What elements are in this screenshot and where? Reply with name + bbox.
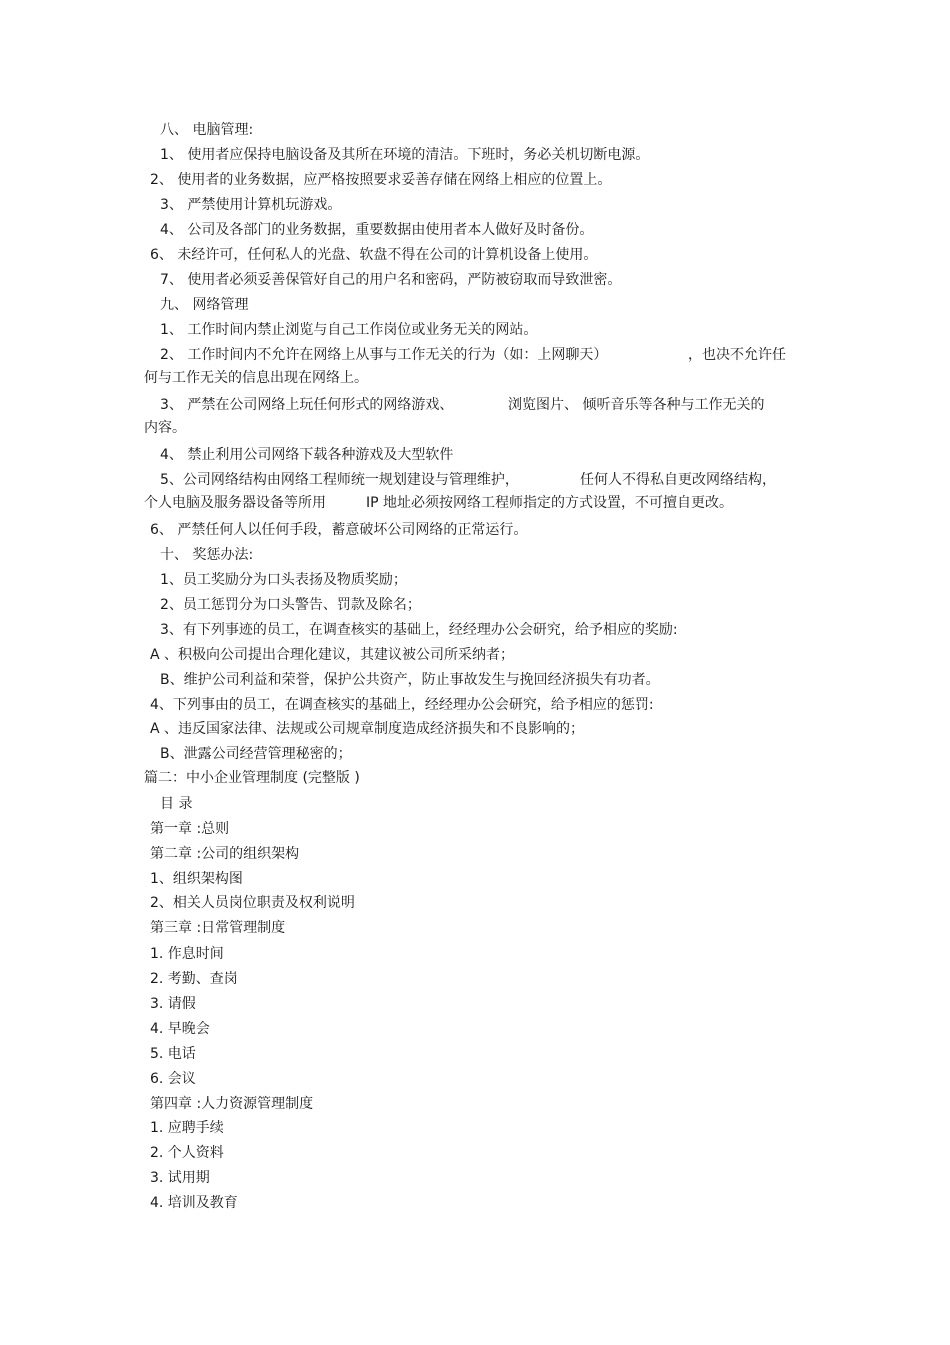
sec10-item-3a: A 、积极向公司提出合理化建议，其建议被公司所采纳者；	[150, 647, 515, 663]
section-8-heading: 八、 电脑管理:	[160, 122, 254, 138]
sec8-item-6: 6、 未经许可，任何私人的光盘、软盘不得在公司的计算机设备上使用。	[150, 247, 598, 263]
toc-entry-3: 1、组织架构图	[150, 871, 243, 887]
sec8-item-7: 7、 使用者必须妥善保管好自己的用户名和密码，严防被窃取而导致泄密。	[160, 272, 622, 288]
sec9-item-6: 6、 严禁任何人以任何手段，蓄意破坏公司网络的正常运行。	[150, 522, 528, 538]
toc-entry-10: 5. 电话	[150, 1046, 196, 1062]
toc-entry-14: 2. 个人资料	[150, 1145, 224, 1161]
part-2-title: 篇二：中小企业管理制度 (完整版 )	[144, 770, 360, 786]
sec9-item-1: 1、 工作时间内禁止浏览与自己工作岗位或业务无关的网站。	[160, 322, 538, 338]
toc-entry-11: 6. 会议	[150, 1071, 196, 1087]
toc-entry-9: 4. 早晚会	[150, 1021, 210, 1037]
toc-entry-15: 3. 试用期	[150, 1170, 210, 1186]
toc-entry-13: 1. 应聘手续	[150, 1120, 224, 1136]
sec10-item-4a: A 、违反国家法律、法规或公司规章制度造成经济损失和不良影响的；	[150, 721, 585, 737]
sec10-item-3: 3、有下列事迹的员工，在调查核实的基础上，经经理办公会研究，给予相应的奖励:	[160, 622, 678, 638]
sec10-item-4: 4、下列事由的员工，在调查核实的基础上，经经理办公会研究，给予相应的惩罚:	[150, 697, 654, 713]
sec8-item-3: 3、 严禁使用计算机玩游戏。	[160, 197, 342, 213]
sec9-item-4: 4、 禁止利用公司网络下载各种游戏及大型软件	[160, 447, 454, 463]
sec10-item-1: 1、员工奖励分为口头表扬及物质奖励；	[160, 572, 407, 588]
sec8-item-2: 2、 使用者的业务数据，应严格按照要求妥善存储在网络上相应的位置上。	[150, 172, 612, 188]
sec9-item-3-cont: 内容。	[144, 420, 186, 436]
toc-entry-8: 3. 请假	[150, 996, 196, 1012]
toc-entry-1: 第一章 :总则	[150, 821, 230, 837]
sec8-item-4: 4、 公司及各部门的业务数据，重要数据由使用者本人做好及时备份。	[160, 222, 594, 238]
section-10-heading: 十、 奖惩办法:	[160, 547, 254, 563]
toc-entry-4: 2、相关人员岗位职责及权利说明	[150, 895, 355, 911]
sec9-item-3-part1: 3、 严禁在公司网络上玩任何形式的网络游戏、	[160, 397, 454, 413]
sec9-item-5-part1: 5、公司网络结构由网络工程师统一规划建设与管理维护，	[160, 472, 519, 488]
toc-entry-2: 第二章 :公司的组织架构	[150, 846, 300, 862]
sec8-item-1: 1、 使用者应保持电脑设备及其所在环境的清洁。下班时，务必关机切断电源。	[160, 147, 650, 163]
toc-entry-16: 4. 培训及教育	[150, 1195, 238, 1211]
sec9-item-5-cont2: IP 地址必须按网络工程师指定的方式设置，不可擅自更改。	[366, 495, 734, 511]
sec9-item-3-part2: 浏览图片、 倾听音乐等各种与工作无关的	[508, 397, 765, 413]
toc-entry-6: 1. 作息时间	[150, 946, 224, 962]
sec9-item-2-cont: 何与工作无关的信息出现在网络上。	[144, 370, 368, 386]
sec10-item-2: 2、员工惩罚分为口头警告、罚款及除名；	[160, 597, 421, 613]
sec9-item-5-part2: 任何人不得私自更改网络结构，	[580, 472, 776, 488]
sec9-item-2-part1: 2、 工作时间内不允许在网络上从事与工作无关的行为（如：上网聊天）	[160, 347, 608, 363]
toc-entry-12: 第四章 :人力资源管理制度	[150, 1096, 314, 1112]
sec9-item-2-part2: ，也决不允许任	[688, 347, 786, 363]
toc-entry-7: 2. 考勤、查岗	[150, 971, 238, 987]
toc-title: 目 录	[160, 796, 193, 812]
sec10-item-3b: B、维护公司利益和荣誉，保护公共资产，防止事故发生与挽回经济损失有功者。	[160, 672, 660, 688]
sec10-item-4b: B、泄露公司经营管理秘密的；	[160, 746, 352, 762]
section-9-heading: 九、 网络管理	[160, 297, 249, 313]
toc-entry-5: 第三章 :日常管理制度	[150, 920, 286, 936]
sec9-item-5-cont1: 个人电脑及服务器设备等所用	[144, 495, 326, 511]
